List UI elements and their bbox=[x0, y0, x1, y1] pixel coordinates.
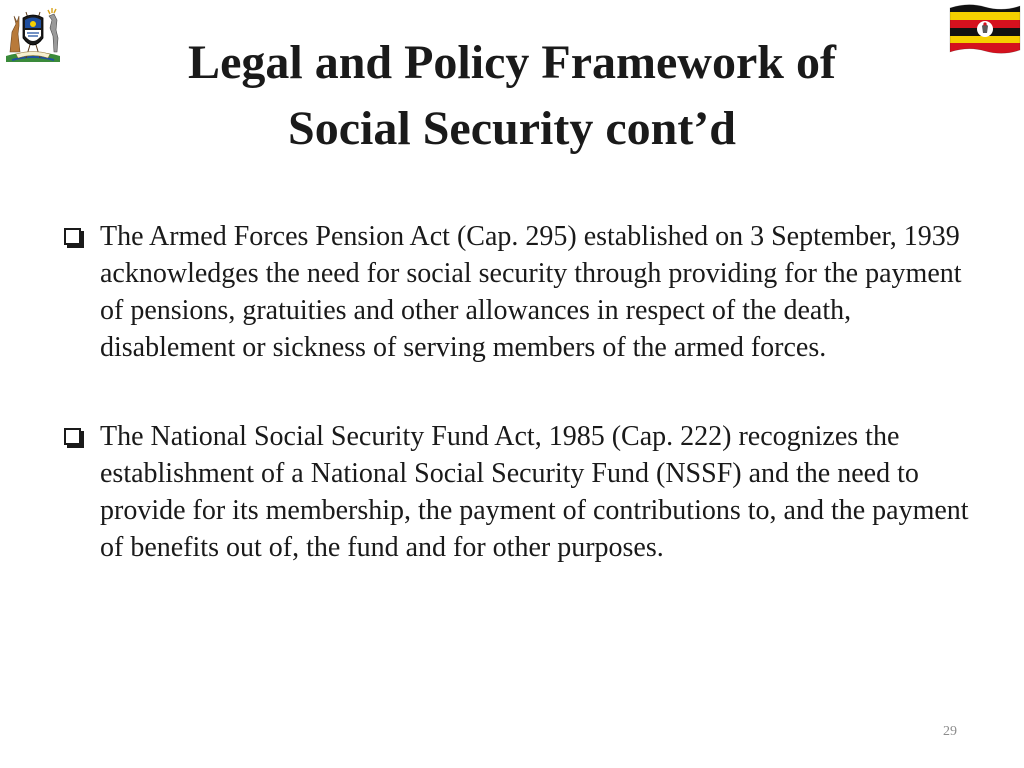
bullet-list bbox=[60, 218, 980, 618]
title-line-2: Social Security cont’d bbox=[288, 102, 736, 155]
uganda-coat-of-arms-icon bbox=[2, 2, 64, 64]
bullet-item bbox=[60, 418, 980, 566]
slide-title bbox=[100, 30, 924, 162]
bullet-item bbox=[60, 218, 980, 366]
checkbox-bullet-icon bbox=[64, 428, 81, 445]
uganda-flag-icon bbox=[948, 2, 1022, 56]
title-line-1: Legal and Policy Framework of bbox=[188, 36, 836, 89]
bullet-text: The Armed Forces Pension Act (Cap. 295) established on 3 September, 1939 acknowledges the need for social security through providing for the payment of pensions, gratuities and other allowances in respect of the death, disablement or sickness of serving members of the armed forces. bbox=[100, 221, 962, 363]
checkbox-bullet-icon bbox=[64, 228, 81, 245]
page-number: 29 bbox=[943, 724, 957, 739]
bullet-text: The National Social Security Fund Act, 1985 (Cap. 222) recognizes the establishment of a National Social Security Fund (NSSF) and the need to provide for its membership, the payment of contributions to, and the payment of benefits out of, the fund and for other purposes. bbox=[100, 421, 969, 563]
